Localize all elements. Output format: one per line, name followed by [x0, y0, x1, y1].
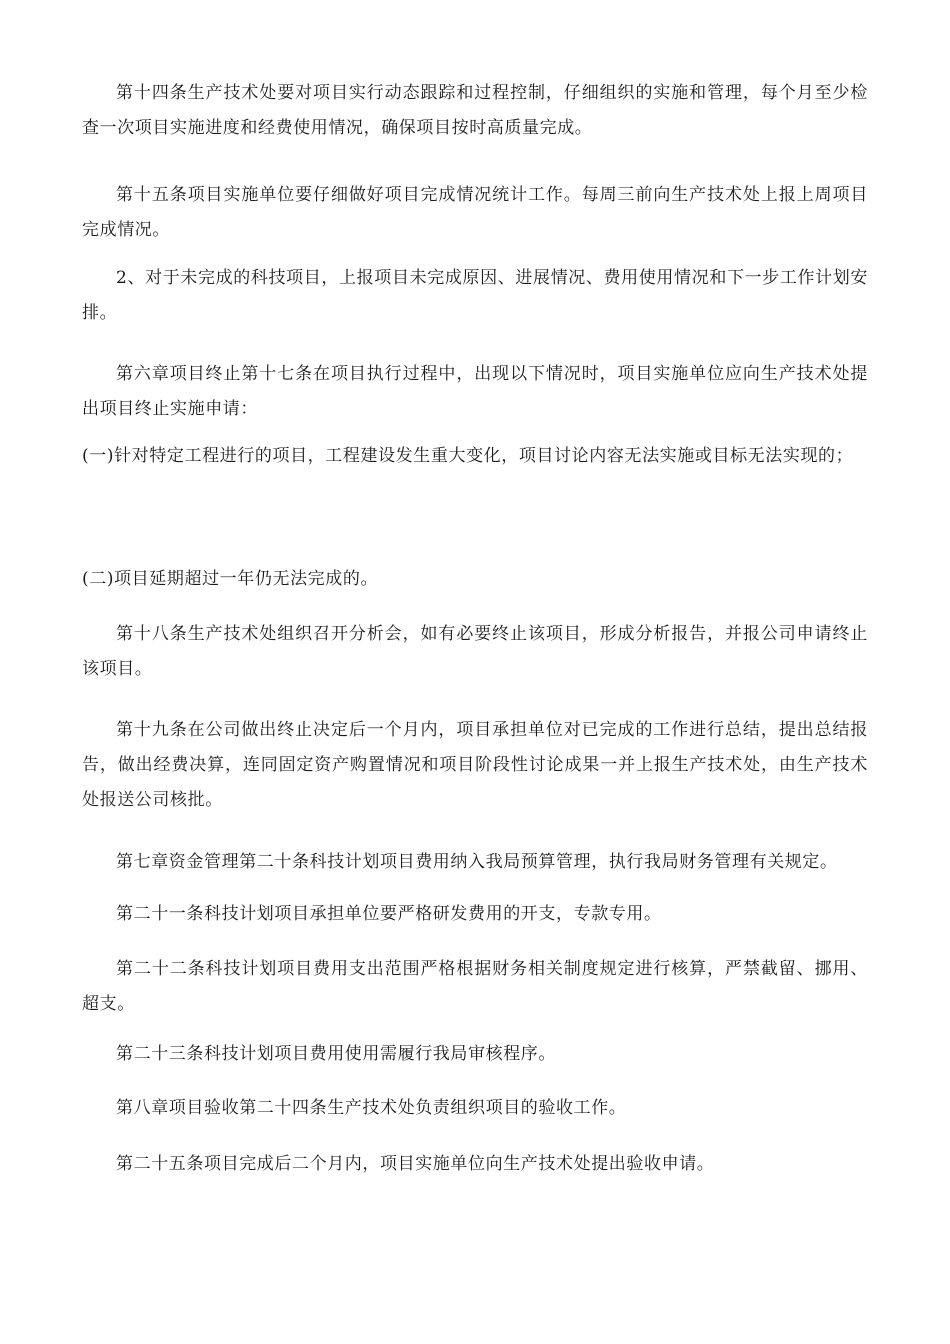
paragraph-article-18: 第十八条生产技术处组织召开分析会，如有必要终止该项目，形成分析报告，并报公司申请终止该项目。	[82, 624, 868, 679]
paragraph-chapter-7-article-20: 第七章资金管理第二十条科技计划项目费用纳入我局预算管理，执行我局财务管理有关规定。	[116, 852, 838, 872]
paragraph-chapter-6-article-17: 第六章项目终止第十七条在项目执行过程中，出现以下情况时，项目实施单位应向生产技术处提出项目终止实施申请：	[82, 364, 868, 419]
paragraph-article-14: 第十四条生产技术处要对项目实行动态跟踪和过程控制，仔细组织的实施和管理，每个月至少检查一次项目实施进度和经费使用情况，确保项目按时高质量完成。	[82, 83, 868, 138]
paragraph-article-25: 第二十五条项目完成后二个月内，项目实施单位向生产技术处提出验收申请。	[116, 1154, 715, 1174]
paragraph-article-23: 第二十三条科技计划项目费用使用需履行我局审核程序。	[116, 1044, 556, 1064]
paragraph-article-22: 第二十二条科技计划项目费用支出范围严格根据财务相关制度规定进行核算，严禁截留、挪用、超支。	[82, 959, 868, 1014]
paragraph-chapter-8-article-24: 第八章项目验收第二十四条生产技术处负责组织项目的验收工作。	[116, 1098, 627, 1118]
paragraph-article-15: 第十五条项目实施单位要仔细做好项目完成情况统计工作。每周三前向生产技术处上报上周项目完成情况。	[82, 185, 868, 240]
paragraph-condition-1: (一)针对特定工程进行的项目，工程建设发生重大变化，项目讨论内容无法实施或目标无法实现的；	[82, 446, 854, 466]
paragraph-article-19: 第十九条在公司做出终止决定后一个月内，项目承担单位对已完成的工作进行总结，提出总结报告，做出经费决算，连同固定资产购置情况和项目阶段性讨论成果一并上报生产技术处，由生产技术处报送公司核批。	[82, 720, 868, 810]
paragraph-article-21: 第二十一条科技计划项目承担单位要严格研发费用的开支，专款专用。	[116, 904, 662, 924]
paragraph-condition-2: (二)项目延期超过一年仍无法完成的。	[82, 569, 379, 589]
paragraph-item-2: 2、对于未完成的科技项目，上报项目未完成原因、进展情况、费用使用情况和下一步工作计划安排。	[82, 268, 868, 323]
